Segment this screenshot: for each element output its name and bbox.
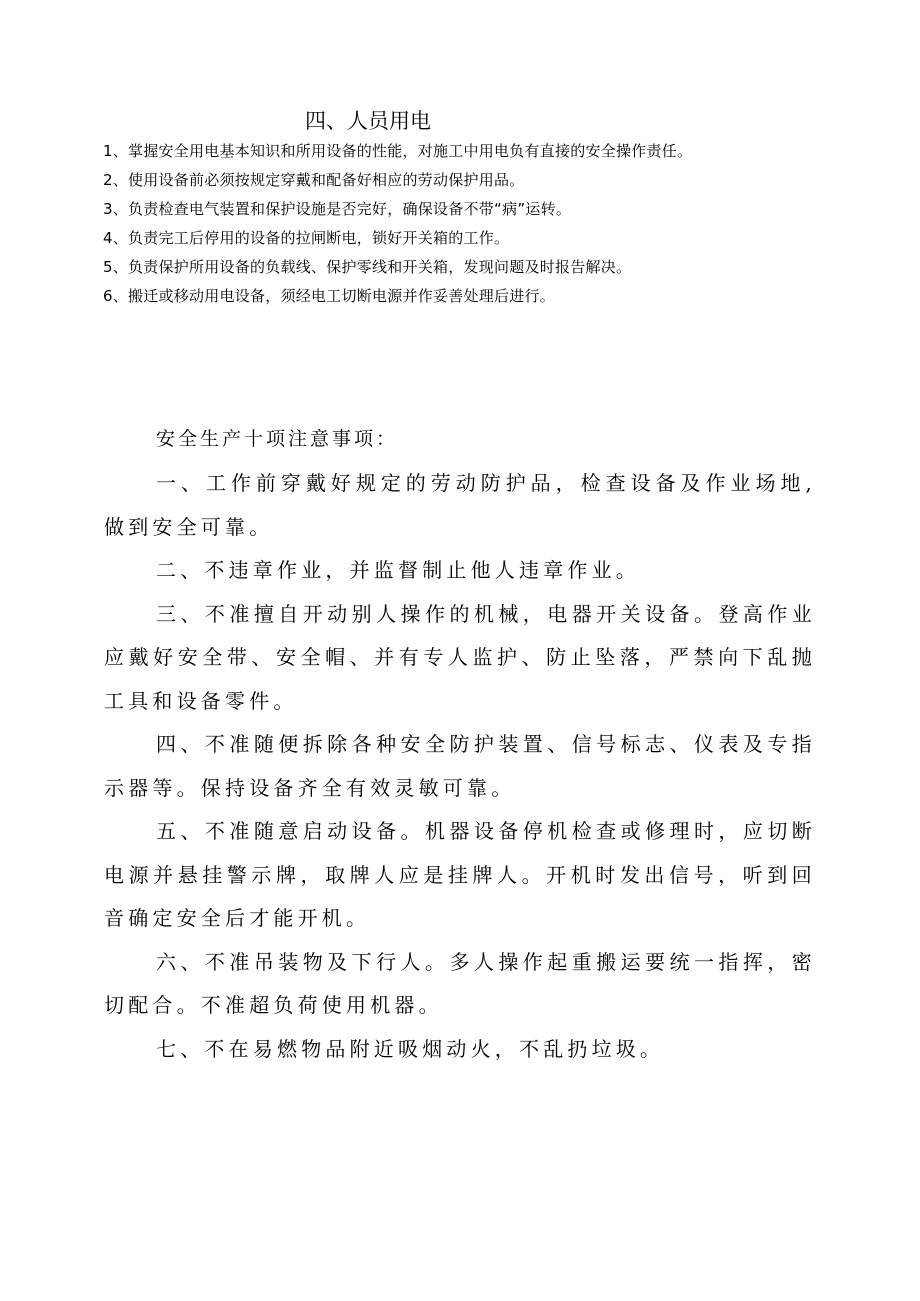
paragraph: 二、不违章作业，并监督制止他人违章作业。 <box>156 558 640 582</box>
section-title-personnel-electricity: 四、人员用电 <box>305 109 431 133</box>
list-item: 4、负责完工后停用的设备的拉闸断电，锁好开关箱的工作。 <box>103 229 510 247</box>
paragraph: 四、不准随便拆除各种安全防护装置、信号标志、仪表及专指示器等。保持设备齐全有效灵敏可靠。 <box>104 732 816 800</box>
paragraph: 一、工作前穿戴好规定的劳动防护品，检查设备及作业场地,做到安全可靠。 <box>104 471 816 539</box>
paragraph: 三、不准擅自开动别人操作的机械，电器开关设备。登高作业应戴好安全带、安全帽、并有专人监护、防止坠落，严禁向下乱抛工具和设备零件。 <box>104 601 816 713</box>
list-item: 5、负责保护所用设备的负载线、保护零线和开关箱，发现问题及时报告解决。 <box>103 258 632 276</box>
list-item: 6、搬迁或移动用电设备，须经电工切断电源并作妥善处理后进行。 <box>103 287 556 305</box>
paragraph: 六、不准吊装物及下行人。多人操作起重搬运要统一指挥，密切配合。不准超负荷使用机器。 <box>104 949 816 1017</box>
list-item: 3、负责检查电气装置和保护设施是否完好，确保设备不带“病”运转。 <box>103 200 572 218</box>
electricity-rules-list <box>103 137 692 311</box>
safety-precautions-body <box>104 462 816 1071</box>
list-item: 1、掌握安全用电基本知识和所用设备的性能，对施工中用电负有直接的安全操作责任。 <box>103 142 693 160</box>
list-item: 2、使用设备前必须按规定穿戴和配备好相应的劳动保护用品。 <box>103 171 525 189</box>
section-title-safety-precautions: 安全生产十项注意事项： <box>156 428 399 450</box>
paragraph: 七、不在易燃物品附近吸烟动火，不乱扔垃圾。 <box>156 1036 665 1061</box>
paragraph: 五、不准随意启动设备。机器设备停机检查或修理时，应切断电源并悬挂警示牌，取牌人应是挂牌人。开机时发出信号，听到回音确定安全后才能开机。 <box>104 819 816 930</box>
